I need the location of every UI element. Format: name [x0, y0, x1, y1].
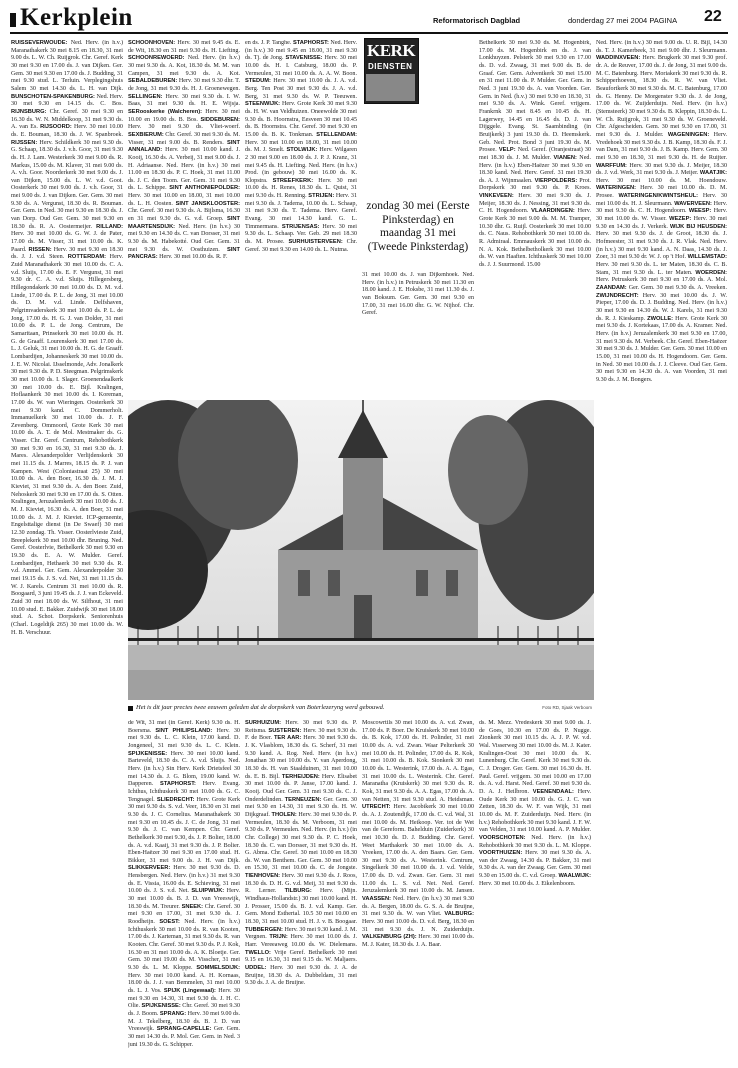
newspaper-name: Reformatorisch Dagblad [433, 16, 521, 25]
kerkdiensten-logo [364, 38, 419, 104]
logo-church-image [366, 74, 415, 101]
column-3: en ds. J. P. Tanghe. STAPHORST: Ned. Herv. (in h.v.) 30 mei 9.45 en 18.00, 31 mei 9.30 ds. Tj. de Jong. STAVENISSE: Herv. 30 mei 10.00 ds. H. I. Catsburg, 18.00 ds. P. Vermeulen, 31 mei 10.00 ds. A. A. W. Boon. STEDUM: Herv. 30 mei 10.00 ds. J. A. v.d. Berg. Ten Post 30 mei 9.30 ds. J. A. v.d. Berg, 31 mei 9.30 ds. W. P. Teeuwen. STEENWIJK: Herv. Grote Kerk 30 mei 9.30 ds. H. W. van Veldhuizen. Oneewolde 30 mei 9.30 ds. B. Hoornstra, Eesveen 30 mei 10.45 ds. B. Hoornstra. Chr. Geref. 30 mei 9.30 en 15.00 ds. B. K. Tonkman. STELLENDAM: Herv. 30 mei 10.00 en 18.00, 31 mei 10.00 ds. M. J. Smelt. STOLWIJK: Herv. Wilgaren 2 30 mei 9.00 en 18.00 ds. J. P. J. Kranz, 31 mei 9.45 ds. H. Liefting. Ned. Herv. (in h.v.) Prod. (in gebouw) 30 mei 16.00 ds. K. Klopstra. STREEFKERK: Herv. 30 mei 10.00 ds. H. Renes, 18.30 ds. L. Quist, 31 mei 9.30 ds. H. Renning. STRIJEN: Herv. 31 mei 9.30 ds. J. Tadema, 10.00 ds. L. Schaap, 31 mei 9.30 ds. T. Tadema. Herv. Geref. Evang. 30 mei 14.30 kand. G. L. Timmermans. STRIJENSAS: Herv. 30 mei 9.30 ds. L. Schaap. Ver. Geb. 29 mei 18.30 ds. M. Prosee. SURHUISTERVEEN: Chr. Geref. 30 mei 9.30 en 14.00 ds. L. Nutma. [245, 40, 357, 253]
page-number: 22 [704, 8, 722, 25]
logo-diensten-text: DIENSTEN [368, 62, 413, 71]
section-title-text: Kerkplein [20, 4, 133, 31]
column-2: SCHOONHOVEN: Herv. 30 mei 9.45 ds. E. de Wit, 18.30 en 31 mei 9.30 ds. H. Liefting. SCHOONREWOERD: Ned. Herv. (in h.v.) 30 mei 9.30 ds. A. Kot, 18.30 ds. M. M. van Campen, 31 mei 9.30 ds. A. Kot. SEBALDEBUREN: Herv. 30 mei 9.30 dhr. T. de Jong, 31 mei 9.30 ds. H. J. Groenewegen. SELLINGEN: Herv. 30 mei 9.30 ds. I. W. Baas, 31 mei 9.30 ds. H. E. Wijsja. SERooskerke (Walcheren): Herv. 30 mei 10.00 en 19.00 ds. B. Bos. SIDDEBUREN: Herv. 30 mei 9.30 ds. Vliet-woerf. SEXBIERUM: Chr. Geref. 30 mei 9.30 ds. M. Visser, 31 mei 9.00 ds. B. Renders. SINT ANNALAND: Herv. 30 mei 10.00 kand. J. Kooij, 16.30 ds. A. Verbeij, 31 mei 9.00 ds. J. H. Adriaanse. Ned. Herv. (in h.v.) 30 mei 11.00 en 18.30 ds. P. C. Hoek, 31 mei 11.00 ds. J. C. den Toom. Ger. Gem. 31 mei 9.30 ds. L. Schippe. SINT ANTHONIEPOLDER: Herv. 30 mei 10.00 en 18.00, 31 mei 10.00 ds. L. H. Oosten. SINT JANSKLOOSTER: Chr. Geref. 30 mei 9.30 ds. A. Bijlsma, 16.30 en 31 mei 9.30 ds. G. v.d. Groep. SINT MAARTENSDIJK: Ned. Herv. (in h.v.) 30 mei 9.30 en 14.30 ds. C. van Dorsser, 31 mei 9.30 ds. M. Habekotté. Oud Ger. Gem. 31 mei 9.30 ds. W. Oosthuizen. SINT PANCRAS: Herv. 30 mei 10.00 ds. R. F. [128, 40, 240, 261]
masthead [10, 4, 728, 34]
column-center-top: 31 mei 10.00 ds. J. van Dijkenhoek. Ned. Herv. (in h.v.) in Petruskerk 30 mei 11.30 en 18.00 kand. J. E. Hoksbe, 31 mei 11.30 ds. J. van Boksum. Ger. Gem. 30 mei 9.30 en 17.00, 31 mei 16.00 dhr. G. W. Nijhof. Chr. Geref. [362, 272, 474, 317]
column-1: RUISSEVERWOUDE: Ned. Herv. (in h.v.) Maranathakerk 30 mei 8.15 en 18.30, 31 mei 9.00 ds. L. W. Ch. Ruijgrok. Chr. Geref. Kerk 30 mei 9.30 en 17.00 ds. J. van Dijken. Ger. Gem. 30 mei 9.30 en 17.00 ds. J. Budding, 31 mei 9.30 stud. L. Terluin. Verplegingshuis Salem 30 mei 14.30 ds. L. H. van Dijk. BUNSCHOTEN-SPAKENBURG: Ned. Herv. 30 mei 9.30 en 14.15 ds. C. Bos. RIJNSBURG: Chr. Geref. 30 mei 9.30 en 16.30 ds. W. N. Middelkoop, 31 mei 9.30 ds. A. van Es. RIJSOORD: Herv. 30 mei 10.00 ds. E. Bouman, 18.30 ds. J. W. Spanbroek. RIJSSEN: Herv. Schildkerk 30 mei 9.30 ds. G. Schaap, 18.30 ds. J. v.h. Goor, 31 mei 9.30 ds. H. J. Lam. Westerkerk 30 mei 9.00 ds. R. Markus, 15.00 ds. M. Klaver, 31 mei 9.00 ds. A. v.h. Goor. Noorderkerk 30 mei 9.00 ds. J. van Dijken, 15.00 ds. L. W. v.d. Goot. Oosterkerk 30 mei 9.00 ds. J. v.h. Goor, 31 mei 9.00 ds. J. van Dijken. Ger. Gem. 30 mei 9.30 ds. A. Vergunst, 18.30 ds. R. Bouman. Ger. Gem. in Ned. 30 mei 9.30 en 18.30 ds. J. van Dorp. Oud Ger. Gem. 30 mei 9.30 en 18.30 ds. R. A. Oostermeijer. RILLAND: Herv. 30 mei 10.00 ds. G. W. J. de Pater, 17.00 ds. M. Visser, 31 mei 10.00 ds. K. Paard. RISSEN: Herv. 30 mei 9.30 en 18.30 ds. J. J. v.d. Steen. ROTTERDAM: Herv. Zuid Maranathakerk 30 mei 10.00 ds. C. A. v.d. Sluijs, 17.00 ds. E. F. Vergunst, 31 mei 9.30 dr. C. A. v.d. Sluijs. Hillegersberg, Hillegondakerk 30 mei 10.00 ds. D. M. v.d. Linde, 17.00 ds. P. L. de Jong, 31 mei 10.00 ds. D. M. v.d. Linde. Delfshaven, Pelgrimvaderskerk 30 mei 10.00 ds. P. L. de Jong, 17.00 ds. H. G. J. van Dolder, 31 mei 10.00 ds. P. L. de Jong. Centrum, De Samaritaan, Prinsekerk 30 mei 10.00 ds. H. G. de Graaff. Lourenskerk 30 mei 17.00 ds. L. J. Geluk, 31 mei 10.00 ds. H. G. de Graaff. Lombardijen, Johanneskerk 30 mei 10.00 ds. J. E. W. Nicolai. IJsselmonde, Adv. Jonalkerk 30 mei 9.30 ds. P. D. Steegman. Pelgrimskerk 30 mei 10.00 ds. I. Slager. Groenendaalkerk 30 mei 10.00 ds. E. Bijl. Kralingen, Hoflaankerk 30 mei 10.00 ds. I. Koreman, 17.00 ds. W. van Wieringen. Oosterkerk 30 mei 9.30 kand. C. Dommerholt. Immanuelkerk 30 mei 10.00 ds. J. F. Zevenberg. Ommoord, Grote Kerk 30 mei 10.00 ds. A. T. de Mol. Mestmaker ds. G. Visser. Chr. Geref. Centrum, Rehobothkerk 30 mei 9.30 en 16.30, 31 mei 9.30 ds. J. Mares. Alexanderpolder Verlijdenskerk 30 mei 11.15 ds. J. Marres, 18.15 ds. P. J. van Kampen. West (Coloniastraat 25) 30 mei 10.00 ds. A. den Boer, 16.30 ds. J. M. J. Kieviet, 31 mei 9.30 ds. A. den Boer. Zuid, Nehoskerk 30 mei 9.30 en 17.00 ds. S. Otten. Kralingen, Jeruzalemkerk 30 mei 10.00 ds. J. M. J. Kieviet, 16.30 ds. A. den Boer, 31 mei 10.00 ds. J. M. J. Kieviet. ICP-gemeente, Engelsttalige dienst (in De Swaef) 30 mei 12.30 zondag. Th. Visser. Oosterlvieste Zuid, Breeplekerk 30 mei 10.00 dhr. Bruning. Ned. Geref. Oosterlvie, Bethelkerk 30 mei 9.30 en 19.30 ds. E. A. W. Mulder. Geref. Lombardijen, Hethaerk 30 mei 9.30 ds. R. v.d. Ammel. Ger. Gem. Alexanderpolder 30 mei 19.15 ds. J. S. v.d. Net, 31 mei 11.15 ds. W. J. Karels. Centrum 31 mei 10.00 ds. R. Boogaard, 3 juni 19.45 ds. J. J. van Eckeveld. Zuid 30 mei 18.00 ds. W. Silfhout, 31 mei 10.00 stud. E. Bakker. Zuidwijk 30 mei 18.00 stud. A. Schot. Dorpskerk. Seniorenhuis (Charl. Logeldijk 265) 30 mei 10.00 ds. W. H. B. Verschuur. [11, 40, 123, 636]
logo-kerk-text: KERK [367, 41, 416, 60]
caption-text: Het is dit jaar precies twee eeuwen geleden dat de dorpskerk van Boterlezeryng werd gebouwd. [136, 704, 385, 711]
column-4-lower: Moscowrtils 30 mei 10.00 ds. A. v.d. Zwan, 17.00 ds. P. Boer. De Kruiskerk 30 mei 10.00 ds. B. Kok, 17.00 ds. H. Polinder, 31 mei 10.00 ds. A. v.d. Zwan. Waar Pelterkerk 30 mei 10.00 ds. H. Polinder, 17.00 ds. R. Kok, 31 mei 10.00 ds. B. Kok. Sionkerk 30 mei 10.00 ds. L. Westerink, 17.00 ds. A. A. Egas, 31 mei 10.00 ds. L. Westerink. Chr. Geref. Maranatha (Kruiskerk) 30 mei 9.30 ds. R. Kok, 31 mei 9.30 ds. A. A. Egas, 17.00 ds. A. van Netten, 31 mei 9.30 stud. A. Heidsman. UTRECHT: Herv. Jacobikerk 30 mei 10.00 ds. A. J. Zoutendijk, 17.00 ds. C. v.d. Wal, 31 mei 10.00 ds. M. Heikoop. Ver. tot de Wet van de Gereform. Bahelduin (Zuiderkerk) 30 mei 10.30 ds. D. J. Budding. Chr. Geref. Weet Marthakerk 30 mei 10.00 ds. A. Vreeken, 17.00 ds. A. den Baars. Ger. Gem. 30 mei 9.30 ds. A. Westerink. Centrum, Singelkerk 30 mei 10.00 ds. J. v.d. Velde, 17.00 ds. D. v.d. Zwan. Ger. Gem. 31 mei 11.00 ds. L. S. v.d. Net. Ned. Geref. Jeruzalemkerk 30 mei 10.00 ds. M. Jansen. VAASSEN: Ned. Herv. (in h.v.) 30 mei 9.30 ds. A. Bergen, 18.00 ds. G. S. A. de Bruijne, 31 mei 9.30 ds. W. van Vliet. VALBURG: Herv. 30 mei 10.00 ds. D. v.d. Berg, 18.30 en 31 mei 9.30 ds. J. N. Zuiderduijn. VALKENBURG (ZH): Herv. 30 mei 10.00 ds. M. J. Kater, 18.30 ds. J. A. Baar. [362, 720, 474, 949]
photo-credit: Foto RD, Sjaak Verboom [542, 705, 592, 710]
column-5: Bethelkerk 30 mei 9.30 ds. M. Hogenbirk, 17.00 ds. M. Hogenbirk en ds. J. van Lonkhuyzen. Pelsterk 30 mei 9.30 en 17.00 ds. D. v.d. Zwaag, 31 mei 9.00 ds. B. de Graaf. Ger. Gem. Adventkerk 30 mei 15.00 en 31 mei 11.00 ds. P. Mulder. Ger. Gem. in Ned. 3 juni 19.30 ds. A. van Voorden. Ger. Gem. in Ned. (h.v.) 30 mei 9.30 en 18.30, 31 mei 9.30 ds. A. Wink. Geref. vrijgem. Frankrnk 30 mei 8.45 en 10.45 ds. H. Lagerwey, 14.45 en 16.45 ds. D. J. van Dijggele. Evang. St. Saambinding (in Bruijkerk) 3 juni 19.30 ds. D. Heemskerk. Geb. Ned. Prot. Bond 3 juni 19.30 ds. M. Prosee. VELP: Ned. Geref. (Oranjestraat) 30 mei 18.30 ds. J. M. Mulder. VIANEN: Ned. Herv. (in h.v.) Eben-Haëzer 30 mei 9.30 en 18.30 kand. Ned. Herv. Geref. 31 mei 19.30 ds. A. J. Wijnmaalen. VIERPOLDERS: Prot. Dorpskerk 30 mei 9.30 ds. P. Kroes. VINKEVEEN: Herv. 30 mei 9.30 ds. J. Meijer, 18.30 ds. J. Nessing, 31 mei 9.30 ds. C. H. Hogendoorn. VLAARDINGEN: Herv. Grote Kerk 30 mei 9.00 ds. M. M. Tramper, 10.30 dhr. G. Ruijl. Oosterkerk 30 mei 10.00 ds. C. Naus. Rehobothkerk 30 mei 10.00 ds. R. Admiraal. Emmauskerk 30 mei 10.00 ds. N. A. Kok. Bethelbetholkerk 30 mei 10.00 ds. W. van Haaften. Ichthuskerk 30 mei 10.00 ds. J. J. Suurmond. 15.00 [479, 40, 591, 269]
issue-date: donderdag 27 mei 2004 PAGINA [568, 16, 678, 25]
headline: zondag 30 mei (Eerste Pinksterdag) en maandag 31 mei (Tweede Pinksterdag) [366, 200, 470, 253]
church-photo-drawing [128, 400, 594, 700]
header-rule [10, 32, 728, 34]
column-2-lower: de Wit, 31 mei (in Geref. Kerk) 9.30 ds. H. Boersma. SINT PHILIPSLAND: Herv. 30 mei 9.30 ds. L. C. Klein, 17.00 kand. D. Jongeneel, 31 mei 9.30 ds. L. C. Klein. SPIJKENISSE: Herv. 30 mei 10.00 kand. Barteveld, 18.30 ds. C. A. v.d. Sluijs. Ned. Herv. (in h.v.) Sin Herv. Kerk Drietsfeel 30 mei 14.30 ds. J. G. Blom, 19.00 kand. W. Dapperen. STAPHORST: Herv. Evang. Ichthus, Ichthuskerk 30 mei 10.00 ds. G. C. Tengnagel. SLIEDRECHT: Herv. Grote Kerk 30 mei 9.30 ds. S. v.d. Veer, 18.30 en 31 mei 9.30 ds. J. C. Cornelius. Maranathakerk 30 mei 9.30 en 10.45 ds. J. C. de Jong, 31 mei 9.30 ds. J. C. van Kempen. Chr. Geref. Bethelkerk 30 mei 9.30, ds. J. P. Bolier, 18.00 ds. A. v.d. Kaaij, 31 mei 9.30 ds. J. P. Bolier. Eben-Haëzer 30 mei 9.30 en 17.00 stud. H. Bikker, 31 mei 9.00 ds. J. H. van Dijk. SLIKKERVEER: Herv. 30 mei 9.30 ds. D. Hensbergen. Ned. Herv. (in h.v.) 31 mei 9.30 ds. E. Vissia, 16.00 ds. E. Schieving, 31 mei 10.00 ds. J. S. v.d. Net. SLUIPWIJK: Herv. 30 mei 10.00 ds. B. J. D. van Vreeswijk, 18.30 ds. M. Treurer. SNEEK: Chr. Geref. 30 mei 9.30 en 17.00, 31 mei 9.30 ds. J. Roodheijn. SOEST: Ned. Herv. (in h.v.) Ichthuskerk 30 mei 10.00 ds. R. van Kooten, 17.00 ds. J. Karteman, 31 mei 9.30 ds. R. van Kooten. Chr. Geref. 30 mei 9.30 ds. P. J. Kok, 16.30 en 31 mei 10.00 ds. A. K. Bloetje. Ger. Gem. 30 mei 19.00 ds. M. Visscher, 31 mei 9.30 ds. L. M. Kloppe. SOMMELSDIJK: Herv. 30 mei 10.00 kand. A. H. Kornaas, 18.00 ds. J. J. van Bemmelen, 31 mei 10.00 ds. L. J. Vos. SPIJK (Lingewaal): Herv. 30 mei 9.30 en 14.30, 31 mei 9.30 ds. J. H. C. Olie. SPIJKENISSE: Chr. Geref. 30 mei 9.30 ds. J. Boom. SPRANG: Herv. 30 mei 9.00 ds. M. J. Tekelberg, 18.30 ds. B. J. D. van Vreeswijk. SPRANG-CAPELLE: Ger. Gem. 30 mei 14.30 ds. P. Mol. Ger. Gem. in Ned. 3 juni 19.30 ds. G. Schipper. [128, 720, 240, 1048]
church-photo [128, 400, 594, 700]
caption-marker [128, 706, 133, 711]
column-6: Ned. Herv. (in h.v.) 30 mei 9.00 ds. U. R. Bijl, 14.30 ds. T. J. Kamerbeek, 31 mei 9.00 dhr. J. Sleurmann. WADDINXVEEN: Herv. Brugkerk 30 mei 9.30 prof. dr. A. de Reuver, 17.00 ds. J. de Jong, 31 mei 9.00 ds. M. C. Batenburg. Herv. Moriakerk 30 mei 9.30 ds. R. Schipperhoeven, 18.30 ds. R. W. van Vliet. Beaufortkerk 30 mei 9.30 ds. M. C. Batenburg, 17.00 ds. G. Henny. De Morgenster 9.30 ds. J. de Jong, 17.00 ds. W. Zuijderduijn. Ned. Herv. (in h.v.) (Stemsteerk) 30 mei 9.30 ds. B. Kleppin, 18.30 ds. L. W. Ch. Ruijgrok, 31 mei 9.30 ds. W. Groeneveld. Chr. Afgescheiden. Gem. 30 mei 9.30 en 17.00, 31 mei 9.30 ds. J. Mulder. WAGENINGEN: Herv. Vredehoek 30 mei 9.30 ds. J. B. Kamp, 18.30 ds. F. J. van Dam, 31 mei 9.30 ds. J. B. Kamp. Herv. Gem. 30 mei 9.30 en 18.30, 31 mei 9.30 ds. H. de Ruijter. WARFFUM: Herv. 30 mei 9.30 ds. J. Meijer, 18.30 ds. J. v.d. Werk, 31 mei 9.30 ds. J. Meijer. WAATJIK: Herv. 30 mei 10.00 ds. M. Hoendouw. WATERINGEN: Herv. 30 mei 10.00 ds. D. M. Prosee. WATERINGEN/KWINTSHEUL: Herv. 30 mei 10.00 ds. H. J. Sleurmann. WAVERVEEN: Herv. 30 mei 9.30 ds. C. H. Hogendoorn. WEESP: Herv. 30 mei 10.00 ds. W. Visser. WEZEP: Herv. 30 mei 9.30 en 14.30 ds. J. Verkerk. WIJK BIJ HEUSDEN: Herv. 30 mei 9.30 ds. J. de Groot, 18.30 ds. J. Hofmeester, 31 mei 9.30 ds. J. R. Vlak. Ned. Herv. (in h.v.) 30 mei 9.30 kand. A. N. Daas, 14.30 ds. J. Zoer, 31 mei 9.30 dr. W. J. op 't Hof. WILLEMSTAD: Herv. 30 mei 9.30 ds. L. ter Maten, 18.30 ds. C. B. Stam, 31 mei 9.30 ds. L. ter Maten. WOERDEN: Herv. Petruskerk 30 mei 9.30 en 17.00 ds. A. Mol. ZAANDAM: Ger. Gem. 30 mei 9.30 ds. A. Vreeken. ZWIJNDRECHT: Herv. 30 mei 10.00 ds. J. W. Pieper, 17.00 ds. D. J. Budding. Ned. Herv. (in h.v.) 30 mei 9.30 en 14.30 ds. W. J. Karels, 31 mei 9.30 ds. R. J. Kieskamp. ZWOLLE: Herv. Grote Kerk 30 mei 9.30 ds. J. Kortekaas, 17.00 ds. A. Kramer. Ned. Herv. (in h.v.) Jeruzalemkerk 30 mei 9.30 en 17.00, 31 mei 9.30 ds. M. Verbeek. Chr. Geref. Eben-Haëzer 30 mei 9.30 ds. J. Mulder. Ger. Gem. 30 mei 10.00 en 15.00, 31 mei 10.00 ds. H. Hogendoorn. Ger. Gem. in Ned. 30 mei 10.00 ds. J. J. Cleeve. Oud Ger. Gem. 30 mei 9.30 en 14.30 ds. A. van Voorden, 31 mei 9.30 ds. J. M. Bongers. [596, 40, 727, 383]
photo-caption [128, 704, 594, 714]
column-5-lower: ds. M. Mezz. Vredeskerk 30 mei 9.00 ds. J. de Goes, 10.30 en 17.00 ds. P. Nugge. Zionkerk 30 mei 10.15 ds. A. J. P. W. v.d. Wal. Visserweg 30 mei 10.00 ds. M. J. Kater. Kralingen-Oost 30 mei 10.00 ds. K. Lunenburg. Chr. Geref. Kerk 30 mei 9.30 ds. C. J. Droger. Ger. Gem. 30 mei 16.30 ds. H. Paul. Geref. vrijgem. 30 mei 10.00 en 17.00 ds. A. v.d. Harst. Ned. Geref. 30 mei 9.30 ds. D. A. J. Heilbron. VEENENDAAL: Herv. Oude Kerk 30 mei 10.00 ds. G. J. C. van Zetten, 18.30 ds. W. F. van Wijk, 31 mei 10.00 ds. M. F. Zuiderduijn. Ned. Herv. (in h.v.) Rehobothkerk 30 mei 9.30 kand. J. F. W. van Velden, 31 mei 10.00 kand. A. P. Mulder. VOORSCHOTEN: Ned. Herv. (in h.v.) Rehobothkerk 30 mei 9.30 ds. L. M. Kloppe. VOORTHUIZEN: Herv. 30 mei 9.30 ds. A. van der Zwaag, 14.30 ds. P. Bakker, 31 mei 9.30 ds. A. van der Zwaag. Ger. Gem. 30 mei 9.30 en 15.00 ds. C. v.d. Groep. WAALWIJK: Herv. 30 mei 10.00 ds. J. Eikelenboom. [479, 720, 591, 887]
title-marker [10, 13, 16, 27]
column-3-lower: SURHUIZUM: Herv. 30 mei 9.30 ds. P. Reitsma. SUSTEREN: Herv. 30 mei 9.30 ds. F. de Boer. TER AAR: Herv. 30 mei 9.30 ds. J. K. Vlasblom, 18.30 ds. G. Scherf, 31 mei 9.30 kand. A. Rog. Ned. Herv. (in h.v.) Jonathan 30 mei 10.00 ds. Y. van Aperdong, 18.30 ds. H. van Staalduinen, 31 mei 10.00 ds. E. B. Bijl. TERHEIJDEN: Herv. Elisabet 30 mei 10.00 ds. P. Janse, 17.00 kand. J. Kooij. Oud Ger. Gem. 31 mei 9.30 ds. C. J. Onderdelinden. TERNEUZEN: Ger. Gem. 30 mei 9.30 en 14.30, 31 mei 9.30 ds. H. W. Dijkgraaf. THOLEN: Herv. 30 mei 9.30 ds. P. Vermeulen, 18.30 ds. M. Verboom, 31 mei 9.30 ds. P. Vermeulen. Ned. Herv. (in h.v.) (in Chr. College) 30 mei 9.30 ds. P. C. Hoek, 18.30 ds. C. van Dorsser, 31 mei 9.30 ds. H. G. Abma. Chr. Geref. 30 mei 10.00 en 18.30 ds. W. van Benthem. Ger. Gem. 30 mei 10.00 en 15.30, 31 mei 10.00 ds. C. de Jongste. TIENHOVEN: Herv. 30 mei 9.30 ds. J. Roos, 18.30 ds. D. H. G. v.d. Meij, 31 mei 9.30 ds. R. Lerner. TILBURG: Herv. (Mijn. Windhaus-Hollandstr.) 30 mei 10.00 kand. H. J. Prosser, 15.00 ds. B. J. v.d. Kamp. Ger. Gem. Mond Esthertal. 10.5 30 mei 10.00 en 18.30, 31 mei 10.00 stud. H. J. v. B. Boogaar. TUBBERGEN: Herv. 30 mei 9.30 kand. J. M. Vergnen. TRIJN: Herv. 30 mei 10.00 ds. J. Harr. Vereeaweg 10.00 ds. W. Dielemans. TWELLO: Vrije Geref. Bethelkerk 30 mei 9.15 en 16.30, 31 mei 9.15 ds. W. Maljaers. UDDEL: Herv. 30 mei 9.30 ds. J. A. de Bruijne, 18.30 ds. A. Dubbeldam, 31 mei 9.30 ds. J. A. de Bruijne. [245, 720, 357, 987]
